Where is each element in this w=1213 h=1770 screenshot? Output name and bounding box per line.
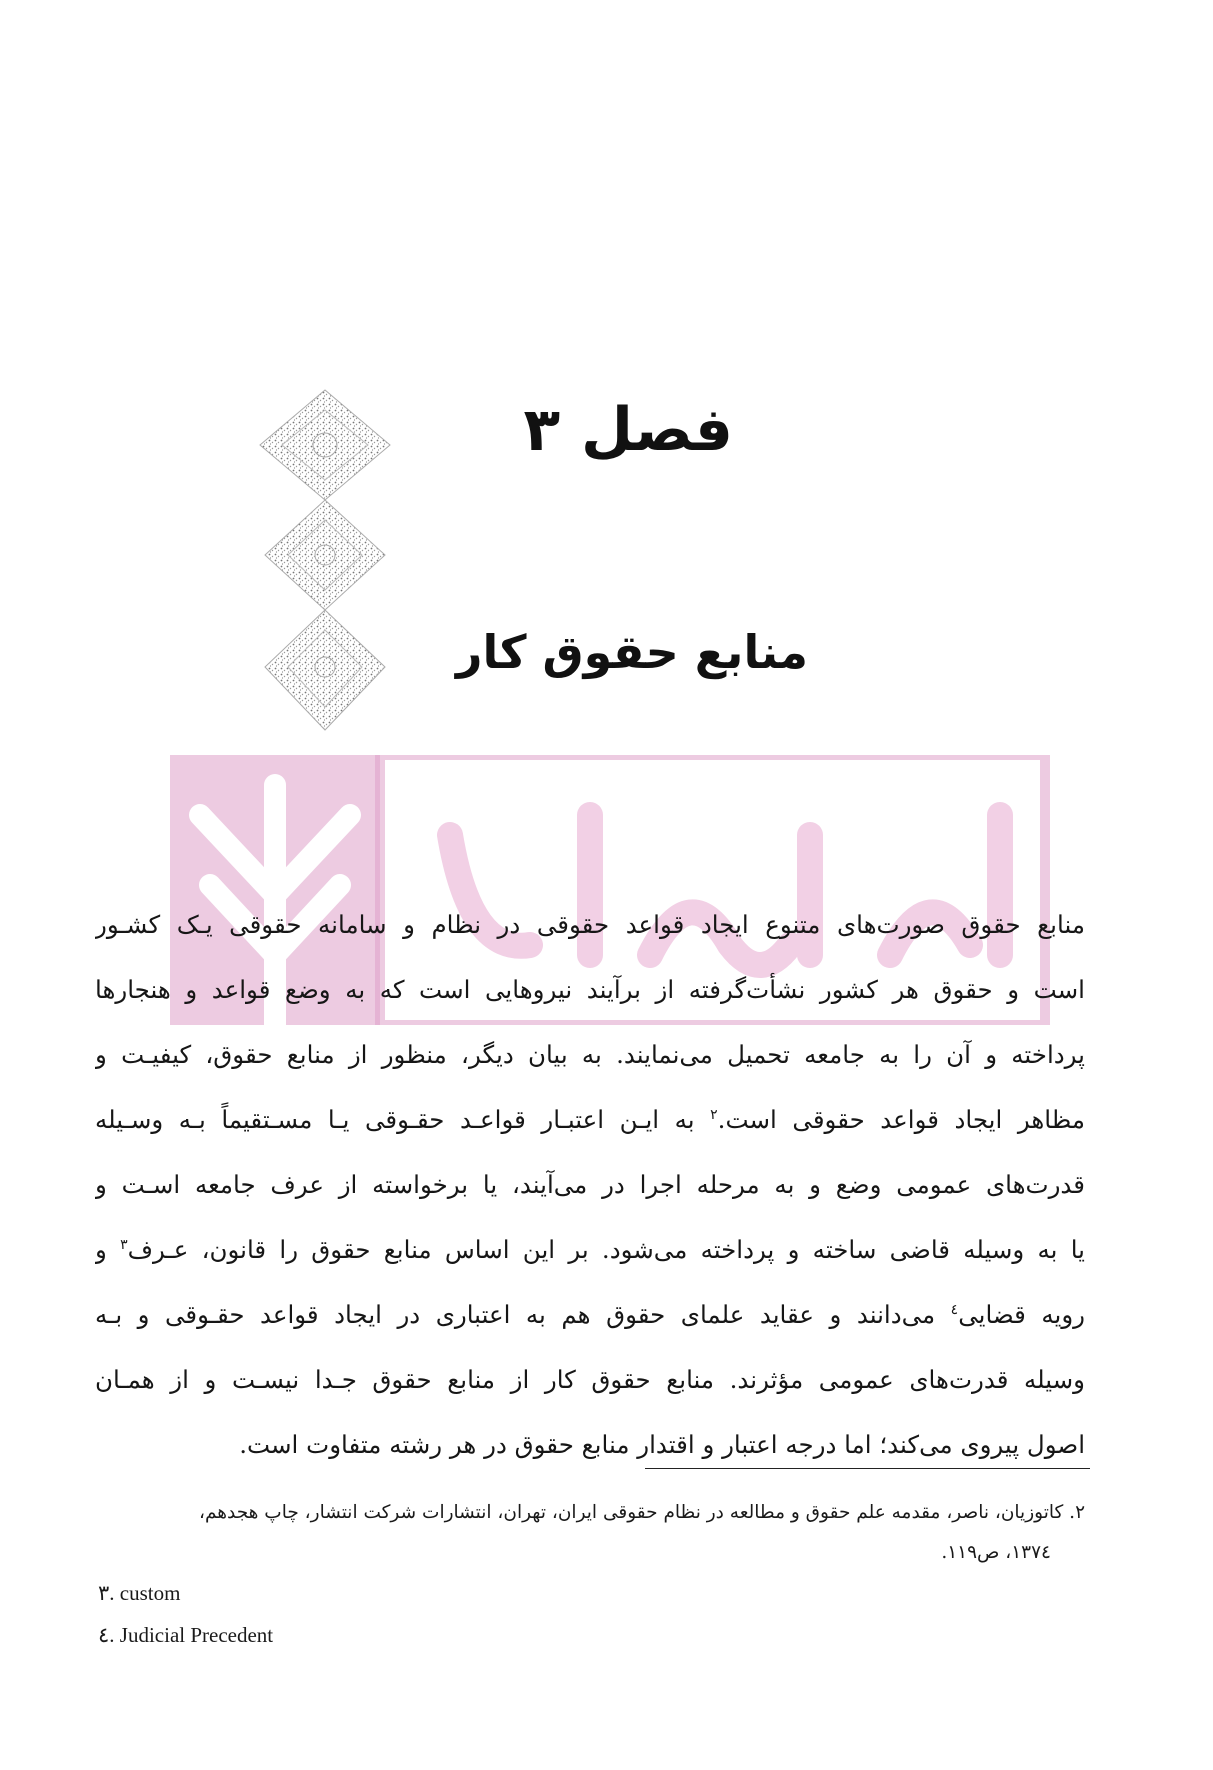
body-line-part: رویه قضایی xyxy=(958,1300,1085,1329)
body-line: اصول پیروی می‌کند؛ اما درجه اعتبار و اقتدار منابع حقوق در هر رشته متفاوت است. xyxy=(239,1430,1085,1459)
footnote-2-line-2: ۱۳۷٤، ص۱۱۹. xyxy=(941,1542,1051,1563)
body-line: پرداخته و آن را به جامعه تحمیل می‌نمایند. به بیان دیگر، منظور از منابع حقوق، کیفیـت و xyxy=(95,1040,1085,1069)
ornament-medallion-bottom xyxy=(265,610,385,730)
body-line: قدرت‌های عمومی وضع و به مرحله اجرا در می‌آیند، یا برخواسته از عرف جامعه اسـت و xyxy=(95,1170,1085,1199)
body-line-part: مظاهر ایجاد قواعد حقوقی است. xyxy=(717,1105,1085,1134)
body-line-part: یا به وسیله قاضی ساخته و پرداخته می‌شود. بر این اساس منابع حقوق را قانون، عـرف xyxy=(127,1235,1085,1264)
body-line xyxy=(95,1217,1085,1282)
body-line-part: می‌دانند و عقاید علمای حقوق هم به اعتباری در ایجاد قواعد حقـوقی و بـه xyxy=(95,1300,951,1329)
body-line: است و حقوق هر کشور نشأت‌گرفته از برآیند نیروهایی است که به وضع قواعد و هنجارها xyxy=(95,975,1085,1004)
body-line xyxy=(95,1087,1085,1152)
footnote-2-line-1: ۲. کاتوزیان، ناصر، مقدمه علم حقوق و مطالعه در نظام حقوقی ایران، تهران، انتشارات شرکت انتشار، چاپ هجدهم، xyxy=(198,1502,1085,1523)
body-paragraph xyxy=(95,892,1085,1477)
body-line-part: و xyxy=(95,1235,121,1264)
footnote-ref-4: ٤ xyxy=(950,1301,959,1318)
body-line xyxy=(95,1282,1085,1347)
body-line: وسیله قدرت‌های عمومی مؤثرند. منابع حقوق کار از منابع حقوق جـدا نیسـت و از همـان xyxy=(95,1365,1085,1394)
body-line-part: به ایـن اعتبـار قواعـد حقـوقی یـا مسـتقیماً بـه وسـیله xyxy=(95,1105,711,1134)
footnote-4: ٤. Judicial Precedent xyxy=(98,1623,274,1647)
body-line: منابع حقوق صورت‌های متنوع ایجاد قواعد حقوقی در نظام و سامانه حقوقی یـک کشـور xyxy=(95,910,1085,939)
footnote-ref-3: ۳ xyxy=(120,1236,128,1253)
footnote-2 xyxy=(95,1493,1085,1573)
ornament-decoration xyxy=(250,385,400,735)
footnote-separator xyxy=(645,1468,1090,1469)
footnote-3: ۳. custom xyxy=(98,1581,181,1605)
ornament-medallion-middle xyxy=(265,500,385,610)
chapter-subtitle: منابع حقوق کار xyxy=(456,625,808,679)
footnote-ref-2: ۲ xyxy=(710,1106,718,1123)
ornament-medallion-top xyxy=(260,390,390,500)
chapter-title: فصل ۳ xyxy=(523,395,733,465)
